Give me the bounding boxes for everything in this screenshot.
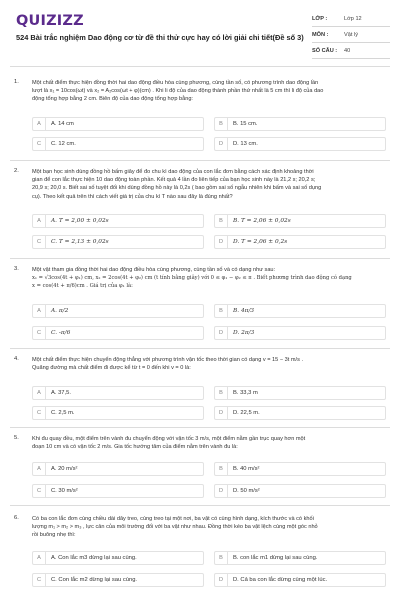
divider — [10, 66, 390, 67]
option-letter: A — [33, 305, 46, 317]
divider — [10, 258, 390, 259]
question-line: 20,9 s; 20,0 s. Biết sai số tuyệt đối khi dùng đồng hồ này là 0,2s ( bao gồm sai số ngẫu nhiên khi bấm và sai số dụng — [32, 185, 322, 192]
option-d[interactable] — [214, 484, 386, 498]
meta-row-grade — [312, 11, 390, 27]
option-c[interactable] — [32, 235, 204, 249]
option-b[interactable] — [214, 304, 386, 318]
option-letter: C — [33, 574, 46, 586]
option-c[interactable] — [32, 484, 204, 498]
option-letter: A — [33, 463, 46, 475]
option-b[interactable] — [214, 551, 386, 565]
option-letter: B — [215, 118, 228, 130]
question-line: đoạn 10 cm và có vận tốc 2 m/s. Gia tốc hướng tâm của điểm nằm trên vành đu là: — [32, 444, 238, 451]
option-text: A. Con lắc m3 dừng lại sau cùng. — [51, 555, 137, 561]
option-d[interactable] — [214, 235, 386, 249]
question-line: x = cos(4t + π/6)cm . Giá trị của φ₁ là: — [32, 283, 133, 290]
option-letter: C — [33, 407, 46, 419]
question-line: rồi buông nhẹ thì: — [32, 532, 76, 539]
option-letter: A — [33, 387, 46, 399]
meta-value: 40 — [344, 47, 351, 54]
option-letter: C — [33, 327, 46, 339]
question-line: Một vật tham gia đồng thời hai dao động điều hòa cùng phương, cùng tần số và có dạng như sau: — [32, 267, 276, 273]
option-b[interactable] — [214, 117, 386, 131]
question-line: động tổng hợp bằng 2 cm. Biên độ của dao động tổng hợp bằng: — [32, 96, 193, 103]
option-letter: B — [215, 463, 228, 475]
option-letter: C — [33, 236, 46, 248]
question-line: Có ba con lắc đơn cùng chiều dài dây treo, cùng treo tại một nơi, ba vật có cùng hình dạng, kích thước và có khối — [32, 516, 314, 522]
meta-key: SỐ CÂU : — [312, 47, 338, 54]
option-d[interactable] — [214, 573, 386, 587]
option-b[interactable] — [214, 462, 386, 476]
option-letter: B — [215, 387, 228, 399]
option-text: C. Con lắc m2 dừng lại sau cùng. — [51, 577, 138, 583]
divider — [10, 427, 390, 428]
option-a[interactable] — [32, 117, 204, 131]
question-text — [32, 515, 387, 540]
option-b[interactable] — [214, 214, 386, 228]
question-text — [32, 356, 387, 372]
question-line: lượt là x₁ = 10cos(ωt) và x₂ = A₂cos(ωt + φ)(cm) . Khi li độ của dao động thành phần thứ nhất là 5 cm thì li độ của dao — [32, 88, 324, 95]
question-line: Một chất điểm thực hiện đồng thời hai dao động điều hòa cùng phương, cùng tần số, có phương trình dao động lần — [32, 80, 319, 86]
question-line: lượng m₁ > m₂ > m₃ , lực cản của môi trường đối với ba vật như nhau. Đồng thời kéo ba vật lệch cùng một góc nhỏ — [32, 524, 318, 531]
option-letter: D — [215, 138, 228, 150]
document-header — [0, 0, 400, 62]
option-text: A. T = 2,00 ± 0,02s — [51, 218, 109, 224]
question-number: 3. — [14, 266, 19, 272]
meta-value: Vật lý — [344, 31, 358, 38]
option-text: A. 14 cm — [51, 121, 74, 127]
question-text — [32, 266, 387, 291]
meta-key: MÔN : — [312, 31, 329, 38]
meta-value: Lớp 12 — [344, 15, 362, 22]
question-line: Một bạn học sinh dùng đồng hồ bấm giây để đo chu kì dao động của con lắc đơn bằng cách xác định khoảng thời — [32, 169, 314, 175]
question-line: Quãng đường mà chất điểm đi được kể từ t = 0 đến khi v = 0 là: — [32, 365, 191, 372]
option-text: C. T = 2,13 ± 0,02s — [51, 239, 109, 245]
option-letter: D — [215, 236, 228, 248]
question-text — [32, 168, 387, 201]
option-text: D. T = 2,06 ± 0,2s — [233, 239, 288, 245]
option-letter: A — [33, 118, 46, 130]
option-d[interactable] — [214, 137, 386, 151]
option-text: B. con lắc m1 dừng lại sau cùng. — [233, 555, 318, 561]
option-text: B. 33,3 m — [233, 390, 258, 396]
option-text: D. 2π/3 — [233, 330, 255, 336]
option-text: B. T = 2,06 ± 0,02s — [233, 218, 291, 224]
option-text: C. -π/6 — [51, 330, 71, 336]
option-letter: D — [215, 407, 228, 419]
option-letter: C — [33, 485, 46, 497]
option-text: D. Cả ba con lắc dừng cùng một lúc. — [233, 577, 328, 583]
option-letter: D — [215, 485, 228, 497]
option-text: C. 30 m/s² — [51, 488, 78, 494]
option-c[interactable] — [32, 326, 204, 340]
option-letter: A — [33, 215, 46, 227]
option-a[interactable] — [32, 214, 204, 228]
option-c[interactable] — [32, 137, 204, 151]
question-text — [32, 435, 387, 451]
divider — [10, 505, 390, 506]
question-number: 4. — [14, 356, 19, 362]
option-text: A. π/2 — [51, 308, 69, 314]
option-text: C. 12 cm. — [51, 141, 76, 147]
question-number: 5. — [14, 435, 19, 441]
option-a[interactable] — [32, 304, 204, 318]
divider — [10, 348, 390, 349]
option-text: D. 50 m/s² — [233, 488, 260, 494]
option-letter: A — [33, 552, 46, 564]
option-text: B. 40 m/s² — [233, 466, 260, 472]
option-text: B. 4π/3 — [233, 308, 255, 314]
option-letter: B — [215, 215, 228, 227]
question-number: 2. — [14, 168, 19, 174]
question-number: 6. — [14, 515, 19, 521]
option-c[interactable] — [32, 406, 204, 420]
option-letter: B — [215, 305, 228, 317]
meta-row-question-count — [312, 43, 390, 59]
question-line: x₁ = √3cos(4t + φ₁) cm, x₂ = 2cos(4t + φ₂) cm (t tính bằng giây) với 0 ≤ φ₁ − φ₂ ≤ π . Biết phương trình dao động có dạng — [32, 275, 352, 282]
question-line: cụ). Theo kết quả trên thì cách viết giá trị của chu kì T nào sau đây là đúng nhất? — [32, 193, 233, 200]
option-c[interactable] — [32, 573, 204, 587]
meta-info-box — [312, 11, 390, 59]
meta-key: LỚP : — [312, 15, 328, 22]
option-a[interactable] — [32, 551, 204, 565]
document-title: 524 Bài trắc nghiệm Dao động cơ từ đề thi thử cực hay có lời giải chi tiết(Đề số 3) — [16, 33, 304, 42]
option-a[interactable] — [32, 386, 204, 400]
option-letter: D — [215, 327, 228, 339]
meta-row-subject — [312, 27, 390, 43]
option-b[interactable] — [214, 386, 386, 400]
question-line: Khi đu quay đều, một điểm trên vành đu chuyển động với vận tốc 3 m/s, một điểm nằm gần trục quay hơn một — [32, 436, 306, 442]
question-number: 1. — [14, 79, 19, 85]
option-text: B. 15 cm. — [233, 121, 258, 127]
option-d[interactable] — [214, 406, 386, 420]
option-a[interactable] — [32, 462, 204, 476]
option-letter: D — [215, 574, 228, 586]
option-text: A. 37,5. — [51, 390, 71, 396]
question-text — [32, 79, 387, 104]
option-text: A. 20 m/s² — [51, 466, 78, 472]
option-letter: C — [33, 138, 46, 150]
quizizz-logo: QUIZIZZ — [16, 13, 84, 29]
option-d[interactable] — [214, 326, 386, 340]
option-text: D. 13 cm. — [233, 141, 258, 147]
option-text: D. 22,5 m. — [233, 410, 260, 416]
question-line: gian để con lắc thực hiện 10 dao động toàn phần. Kết quả 4 lần đo liên tiếp của bạn học sinh này là 21,2 s; 20,2 s; — [32, 177, 316, 184]
question-line: Một chất điểm thực hiện chuyển động thẳng với phương trình vận tốc theo thời gian có dạng v = 15 − 3t m/s . — [32, 357, 303, 363]
option-letter: B — [215, 552, 228, 564]
divider — [10, 160, 390, 161]
option-text: C. 2,5 m. — [51, 410, 75, 416]
